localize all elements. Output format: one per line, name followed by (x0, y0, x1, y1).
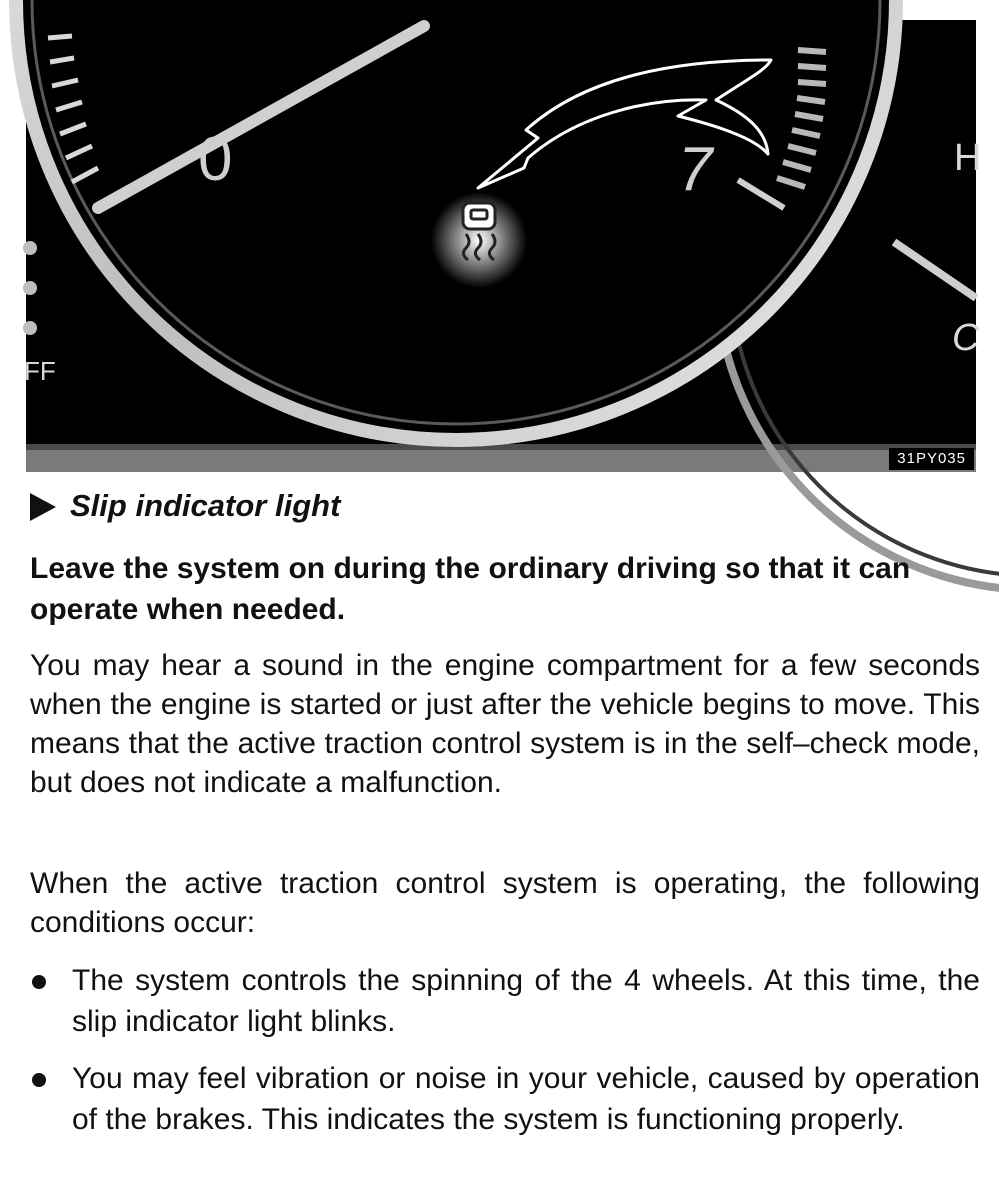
figure-code: 31PY035 (889, 448, 974, 470)
instrument-cluster-illustration (24, 20, 982, 472)
bullet-dot-icon (32, 1073, 46, 1087)
left-indicator-dots (23, 241, 37, 335)
edge-label-c: C (952, 317, 980, 359)
paragraph-2: When the active traction control system is operating, the following conditions occur: (30, 867, 980, 939)
section-heading-text: Slip indicator light (70, 488, 341, 523)
edge-label-h: H (954, 137, 982, 179)
list-item-text: The system controls the spinning of the 4 wheels. At this time, the slip indicator light blinks. (72, 964, 980, 1038)
bullet-dot-icon (32, 975, 46, 989)
bold-instruction: Leave the system on during the ordinary driving so that it can operate when needed. (30, 552, 911, 626)
list-item-text: You may feel vibration or noise in your vehicle, caused by operation of the brakes. This indicates the system is functioning properly. (72, 1062, 980, 1136)
dial-numeral-7: 7 (678, 135, 713, 204)
gauge-drawing (24, 20, 982, 472)
section-heading (30, 486, 340, 526)
edge-label-ff: FF (24, 356, 56, 386)
triangle-bullet-icon (30, 493, 56, 521)
dial-numeral-0: 0 (198, 125, 233, 194)
dashboard-band (26, 448, 976, 472)
paragraph-1: You may hear a sound in the engine compartment for a few seconds when the engine is started or just after the vehicle begins to move. This means that the active traction control system is in the self–check mode, but does not indicate a malfunction. (30, 649, 980, 799)
secondary-gauge-needle (894, 242, 976, 298)
